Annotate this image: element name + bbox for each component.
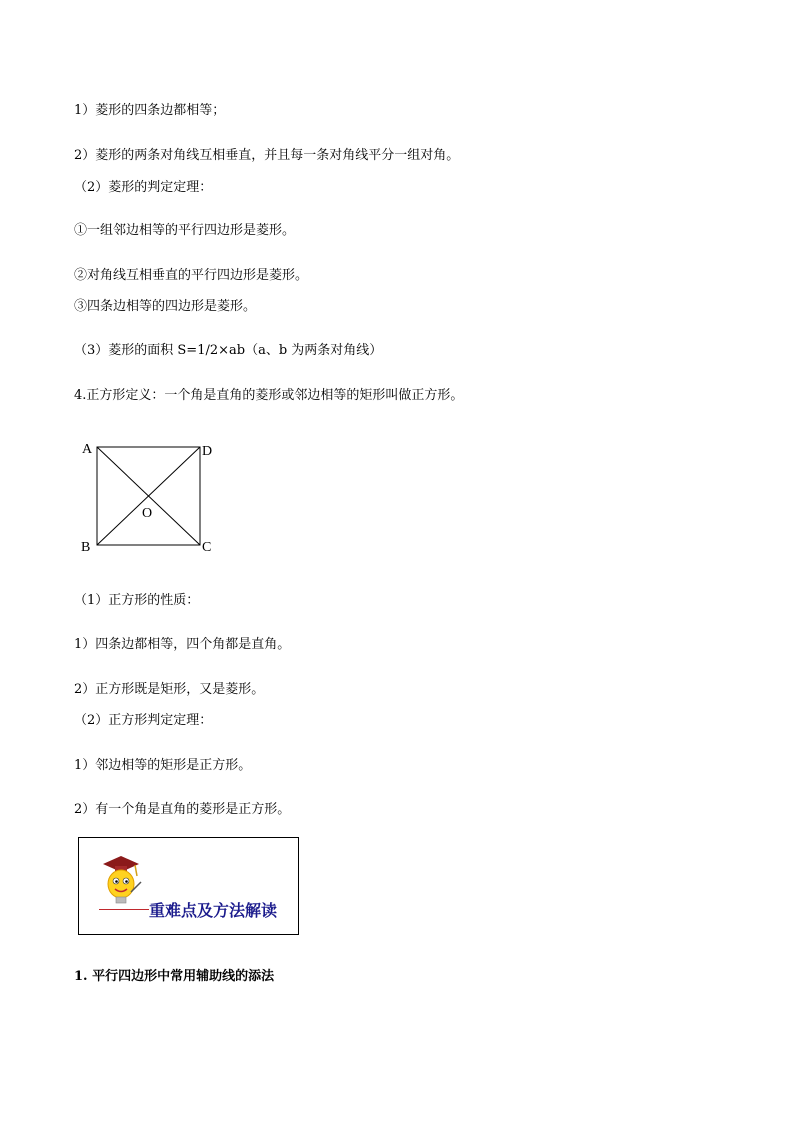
key-points-banner — [78, 837, 299, 935]
criteria-item-3: ③四条边相等的四边形是菱形。 — [74, 299, 257, 314]
square-diagram — [78, 436, 218, 556]
heading-rhombus-criteria: （2）菱形的判定定理： — [74, 180, 213, 195]
property-item-2: 2）正方形既是矩形，又是菱形。 — [74, 682, 265, 697]
criteria-item-1: ①一组邻边相等的平行四边形是菱形。 — [74, 223, 296, 238]
paragraph-rhombus-area: （3）菱形的面积 S=1/2×ab（a、b 为两条对角线） — [74, 343, 383, 358]
paragraph-square-definition: 4.正方形定义：一个角是直角的菱形或邻边相等的矩形叫做正方形。 — [74, 388, 464, 403]
square-criteria-item-2: 2）有一个角是直角的菱形是正方形。 — [74, 802, 291, 817]
vertex-label-a: A — [82, 442, 93, 457]
criteria-item-2: ②对角线互相垂直的平行四边形是菱形。 — [74, 268, 309, 283]
heading-square-criteria: （2）正方形判定定理： — [74, 713, 213, 728]
section-heading-auxiliary-lines: 1. 平行四边形中常用辅助线的添法 — [74, 969, 275, 984]
square-criteria-item-1: 1）邻边相等的矩形是正方形。 — [74, 758, 252, 773]
heading-square-properties: （1）正方形的性质： — [74, 593, 200, 608]
vertex-label-b: B — [81, 540, 91, 555]
vertex-label-c: C — [202, 540, 212, 555]
paragraph-rhombus-diagonals: 2）菱形的两条对角线互相垂直，并且每一条对角线平分一组对角。 — [74, 148, 460, 163]
center-label-o: O — [142, 506, 153, 521]
banner-rule — [99, 909, 149, 910]
vertex-label-d: D — [202, 444, 213, 459]
banner-title: 重难点及方法解读 — [149, 901, 278, 920]
graduation-bulb-mascot-icon — [95, 852, 145, 912]
paragraph-rhombus-sides: 1）菱形的四条边都相等； — [74, 103, 226, 118]
property-item-1: 1）四条边都相等，四个角都是直角。 — [74, 637, 291, 652]
